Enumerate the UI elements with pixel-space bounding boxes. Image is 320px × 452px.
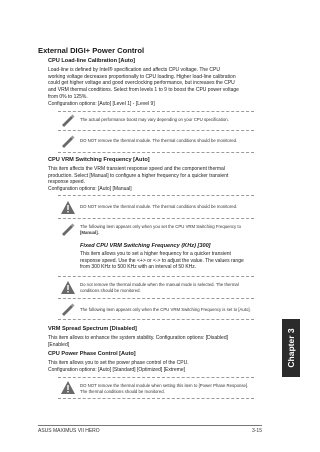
note-text: The following item appears only when the CPU VRM Switching Frequency is set to [Auto]. <box>80 307 251 312</box>
llc-body <box>48 67 256 107</box>
text-line: This item affects the VRM transient response speed and the component thermal <box>48 166 225 172</box>
divider <box>58 152 254 153</box>
warning-icon <box>60 280 76 295</box>
pencil-icon <box>60 301 76 317</box>
pencil-icon <box>60 112 76 128</box>
note-text <box>80 224 258 236</box>
phase-heading: CPU Power Phase Control [Auto] <box>48 351 136 357</box>
divider <box>58 276 254 277</box>
text-line: [Enabled] <box>48 341 70 348</box>
divider <box>58 298 254 299</box>
fixed-freq-heading: Fixed CPU VRM Switching Frequency (KHz) [300] <box>80 243 211 249</box>
spread-heading: VRM Spread Spectrum [Disabled] <box>48 326 137 332</box>
text-line: from 300 KHz to 500 KHz with an interval of 50 KHz. <box>80 264 197 271</box>
text-line: Do not remove the thermal module when the manual mode is selected. The thermal <box>80 282 239 287</box>
divider <box>58 130 254 131</box>
divider <box>58 111 254 112</box>
text-line: working voltage decreases proportionally to CPU loading. Higher load-line calibration <box>48 73 236 80</box>
text-line: This item allows you to set the power phase control of the CPU. <box>48 360 189 366</box>
text-line: This item allows to enhance the system stability. Configuration options: [Disabled] <box>48 335 228 341</box>
fixed-freq-body <box>80 251 270 271</box>
note-text: The actual performance boost may vary depending on your CPU specification. <box>80 117 229 122</box>
divider <box>58 195 254 196</box>
text-line: response speed. <box>48 179 85 186</box>
chapter-tab-label: Chapter 3 <box>286 328 296 368</box>
note-text: DO NOT remove the thermal module. The thermal conditions should be monitored. <box>80 138 238 143</box>
footer-rule <box>38 425 262 426</box>
divider <box>58 398 254 399</box>
warning-icon <box>60 380 76 395</box>
text-line: and VRM thermal conditions. Select from levels 1 to 9 to boost the CPU power voltage <box>48 87 239 94</box>
llc-heading: CPU Load-line Calibration [Auto] <box>48 58 136 64</box>
text-line: response speed. Use the <+> or <-> to adjust the value. The values range <box>80 257 244 264</box>
text-line: conditions should be monitored. <box>80 288 141 293</box>
text-line: DO NOT remove the thermal module when setting this item to [Power Phase Response]. <box>80 383 249 388</box>
note-text: DO NOT remove the thermal module. The thermal conditions should be monitored. <box>80 204 238 209</box>
text-line: This item allows you to set a higher frequency for a quicker transient <box>80 251 231 257</box>
text-line: production. Select [Manual] to configure a higher frequency for a quicker transient <box>48 172 229 179</box>
pencil-icon <box>60 133 76 149</box>
footer-product: ASUS MAXIMUS VII HERO <box>38 428 100 434</box>
text-line: The following item appears only when you set the CPU VRM Switching Frequency to <box>80 224 241 229</box>
divider <box>58 377 254 378</box>
page-number: 3-15 <box>251 428 262 434</box>
vrm-freq-body <box>48 166 256 193</box>
text-line: The thermal conditions should be monitored. <box>80 389 165 394</box>
divider <box>58 218 254 219</box>
spread-body <box>48 335 256 348</box>
text-line: Configuration options: [Auto] [Level 1] - [Level 9] <box>48 100 155 107</box>
text-line: Configuration options: [Auto] [Standard] [Optimized] [Extreme] <box>48 366 186 373</box>
section-title: External DIGI+ Power Control <box>38 46 145 55</box>
text-line: from 0% to 125%. <box>48 93 88 100</box>
text-line: Load-line is defined by Intel® specification and affects CPU voltage. The CPU <box>48 67 220 73</box>
note-text <box>80 383 270 395</box>
text-line: [Manual]. <box>80 230 99 235</box>
text-line: could get higher voltage and good overclocking performance, but increases the CPU <box>48 80 235 87</box>
phase-body <box>48 360 256 373</box>
note-text <box>80 282 258 294</box>
pencil-icon <box>60 221 76 237</box>
warning-icon <box>60 200 76 215</box>
text-line: Configuration options: [Auto] [Manual] <box>48 186 132 193</box>
divider <box>58 319 254 320</box>
chapter-tab <box>282 319 300 377</box>
vrm-freq-heading: CPU VRM Switching Frequency [Auto] <box>48 157 150 163</box>
